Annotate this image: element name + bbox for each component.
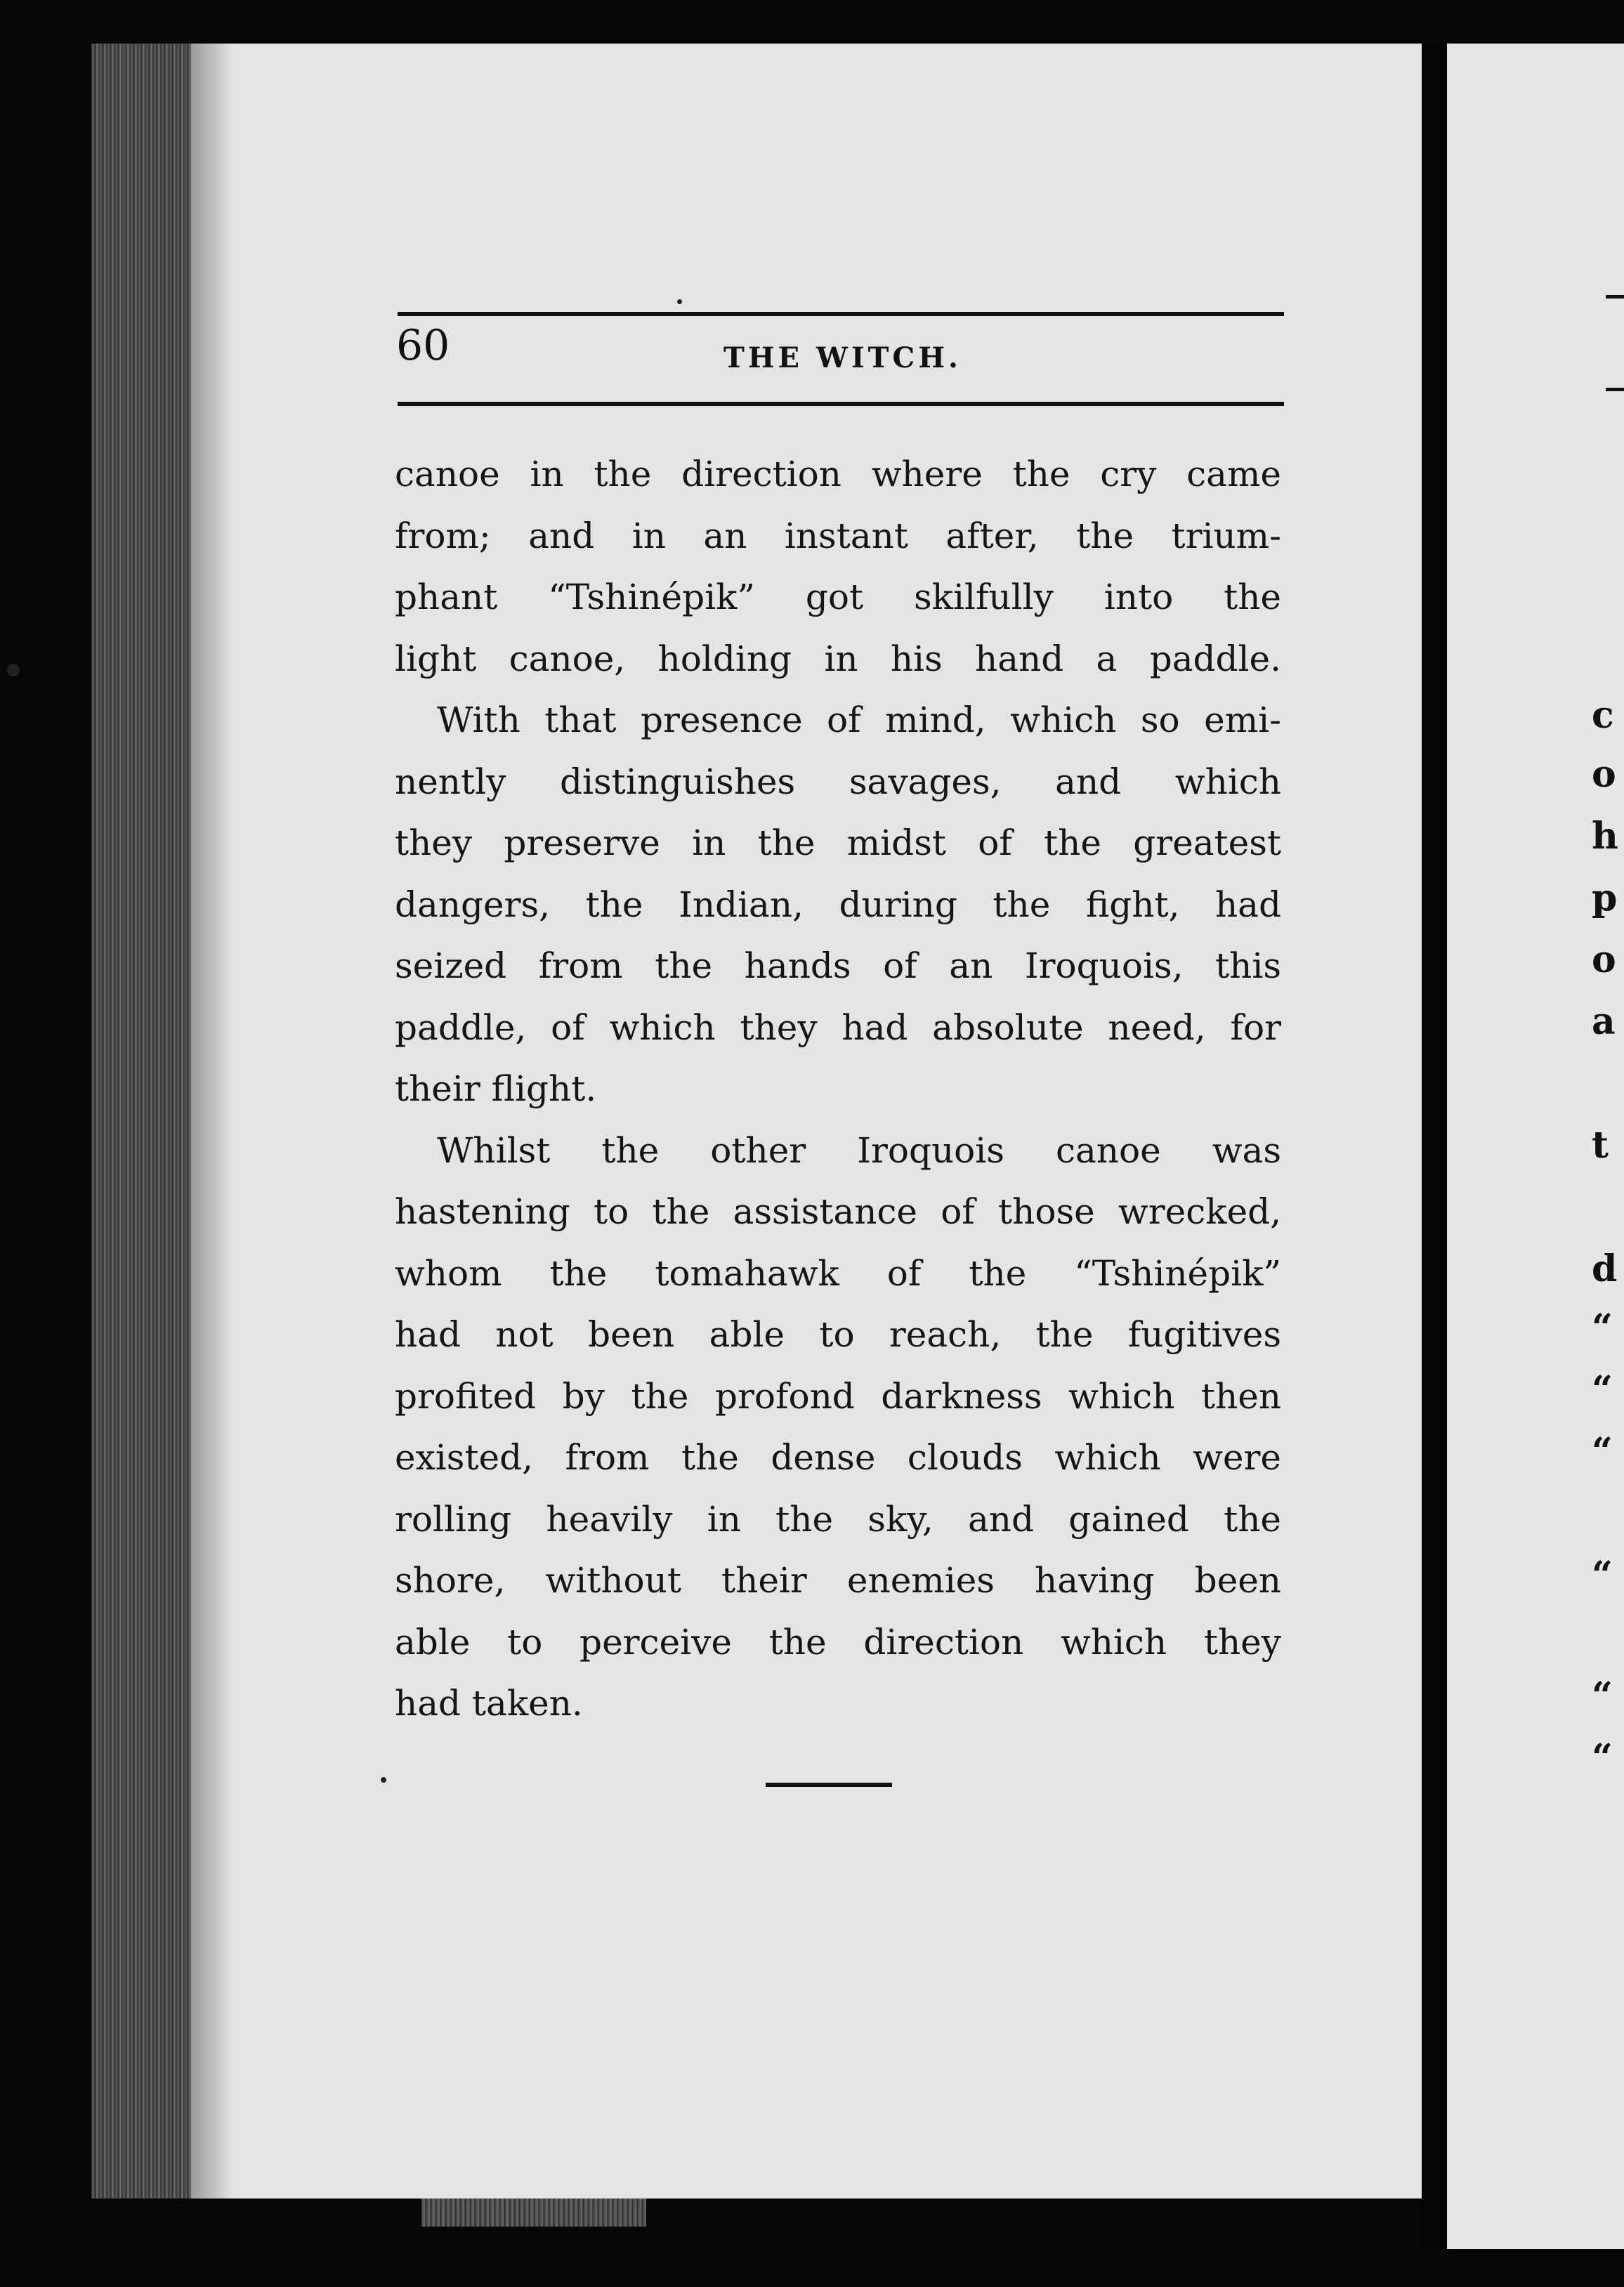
- text-line: nently distinguishes savages, and which: [395, 761, 1281, 802]
- facing-page-fragment: p: [1592, 877, 1618, 919]
- text-line: had taken.: [395, 1683, 583, 1724]
- header-bottom-rule: [398, 402, 1284, 406]
- facing-page-fragment: o: [1592, 753, 1616, 796]
- text-line: whom the tomahawk of the “Tshinépik”: [395, 1252, 1281, 1294]
- end-of-chapter-rule: [766, 1783, 892, 1787]
- text-line: existed, from the dense clouds which were: [395, 1437, 1281, 1478]
- text-line: With that presence of mind, which so emi-: [437, 700, 1281, 740]
- text-line: able to perceive the direction which they: [395, 1621, 1281, 1663]
- text-line: hastening to the assistance of those wrecked,: [395, 1191, 1281, 1232]
- scan-artifact: [421, 2198, 646, 2227]
- header-top-rule: [398, 312, 1284, 316]
- text-line: rolling heavily in the sky, and gained the: [395, 1498, 1281, 1540]
- facing-page-fragment: “: [1592, 1554, 1613, 1597]
- text-line: light canoe, holding in his hand a paddle.: [395, 638, 1281, 679]
- facing-page-fragment: “: [1592, 1368, 1613, 1411]
- scan-speck: [7, 664, 20, 676]
- text-line: they preserve in the midst of the greatest: [395, 823, 1281, 863]
- facing-page-fragment: c: [1592, 694, 1614, 737]
- text-line: had not been able to reach, the fugitives: [395, 1314, 1281, 1355]
- facing-page-fragment: t: [1592, 1124, 1609, 1167]
- facing-page-fragment: “: [1592, 1675, 1613, 1717]
- facing-page-fragment: “: [1592, 1430, 1613, 1473]
- text-line: from; and in an instant after, the trium-: [395, 515, 1281, 556]
- page-binding-shadow: [191, 44, 233, 2198]
- facing-page-fragment: “: [1592, 1736, 1613, 1779]
- page-body: [395, 444, 1281, 1735]
- facing-header-rule: [1606, 388, 1624, 391]
- text-line: seized from the hands of an Iroquois, this: [395, 945, 1281, 986]
- text-line: paddle, of which they had absolute need, for: [395, 1007, 1281, 1048]
- book-page-edges: [91, 44, 197, 2198]
- facing-page-fragment: “: [1592, 1306, 1613, 1349]
- scan-speck: [677, 299, 682, 304]
- text-line: their flight.: [395, 1068, 597, 1109]
- scan-speck: [381, 1777, 386, 1783]
- running-head: THE WITCH.: [723, 341, 962, 374]
- facing-header-rule: [1606, 295, 1624, 299]
- text-line: canoe in the direction where the cry came: [395, 454, 1281, 494]
- page-number: 60: [396, 321, 450, 370]
- text-line: Whilst the other Iroquois canoe was: [437, 1129, 1281, 1171]
- facing-page-fragment: a: [1592, 1000, 1616, 1043]
- text-line: shore, without their enemies having been: [395, 1560, 1281, 1601]
- text-line: phant “Tshinépik” got skilfully into the: [395, 577, 1281, 617]
- facing-page-fragment: o: [1592, 938, 1616, 981]
- book-gutter: [1422, 44, 1447, 2249]
- facing-page-fragment: d: [1592, 1247, 1618, 1290]
- facing-page-fragment: h: [1592, 815, 1618, 858]
- text-line: profited by the profond darkness which then: [395, 1375, 1281, 1417]
- text-line: dangers, the Indian, during the fight, had: [395, 884, 1281, 925]
